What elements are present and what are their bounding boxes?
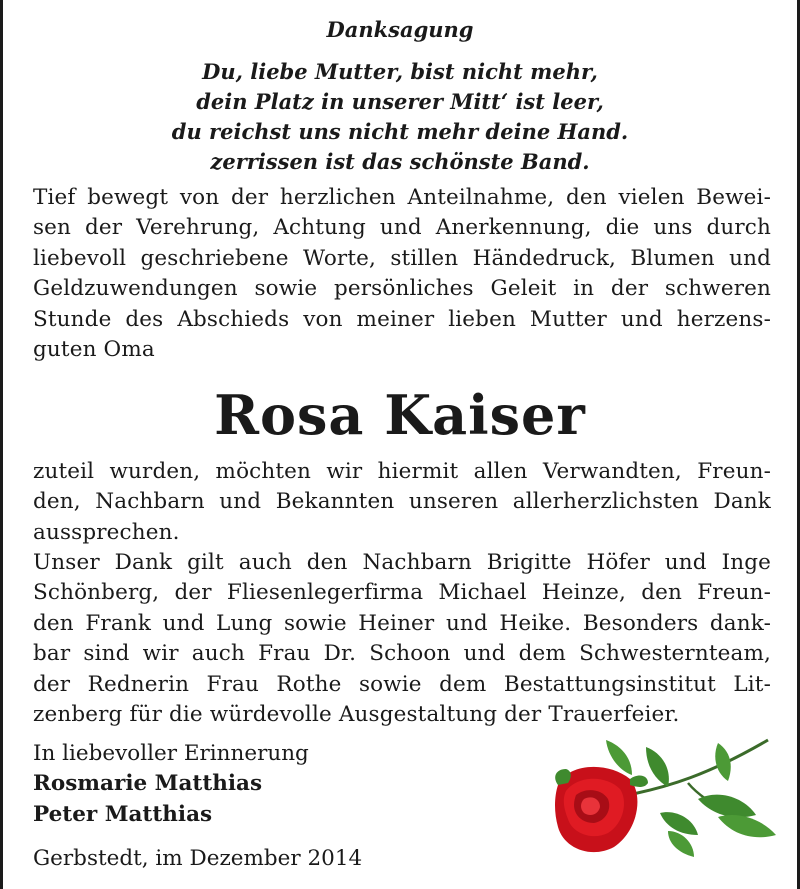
signer-name: Rosmarie Matthias [33,771,263,797]
text-line: aussprechen. [33,519,180,545]
deceased-name: Rosa Kaiser [214,383,586,447]
intro-paragraph [33,183,771,365]
poem-line: Du, liebe Mutter, bist nicht mehr, [202,59,598,84]
text-line: Tief bewegt von der herzlichen Anteilnahme, den vielen Bewei- [33,185,771,210]
text-line: bar sind wir auch Frau Dr. Schoon und dem Schwesternteam, [33,641,771,667]
middle-paragraph [33,457,771,548]
text-line: guten Oma [33,337,155,363]
text-line: Schönberg, der Fliesenlegerfirma Michael Heinze, den Freun- [33,580,771,606]
text-line: zenberg für die würdevolle Ausgestaltung der Trauerfeier. [33,702,680,728]
closing-intro: In liebevoller Erinnerung [33,741,309,766]
poem-line: zerrissen ist das schönste Band. [210,149,590,174]
place-date: Gerbstedt, im Dezember 2014 [33,846,363,871]
poem-line: du reichst uns nicht mehr deine Hand. [171,119,629,144]
text-line: Stunde des Abschieds von meiner lieben Mutter und herzens- [33,306,771,332]
text-line: den, Nachbarn und Bekannten unseren allerherzlichsten Dank [33,489,771,515]
text-line: den Frank und Lung sowie Heiner und Heike. Besonders dank- [33,610,771,636]
thanks-paragraph [33,548,771,730]
text-line: Geldzuwendungen sowie persönliches Geleit in der schweren [33,276,771,302]
text-line: zuteil wurden, möchten wir hiermit allen Verwandten, Freun- [33,459,771,484]
poem [3,57,797,177]
closing-block [33,739,309,830]
text-line: Unser Dank gilt auch den Nachbarn Brigitte Höfer und Inge [33,550,771,575]
rose-icon [548,735,780,861]
text-line: der Rednerin Frau Rothe sowie dem Bestattungsinstitut Lit- [33,671,771,697]
text-line: sen der Verehrung, Achtung und Anerkennung, die uns durch [33,215,771,241]
notice-heading: Danksagung [326,17,474,42]
poem-line: dein Platz in unserer Mitt‘ ist leer, [196,89,604,114]
text-line: liebevoll geschriebene Worte, stillen Händedruck, Blumen und [33,245,771,271]
signer-name: Peter Matthias [33,801,213,827]
